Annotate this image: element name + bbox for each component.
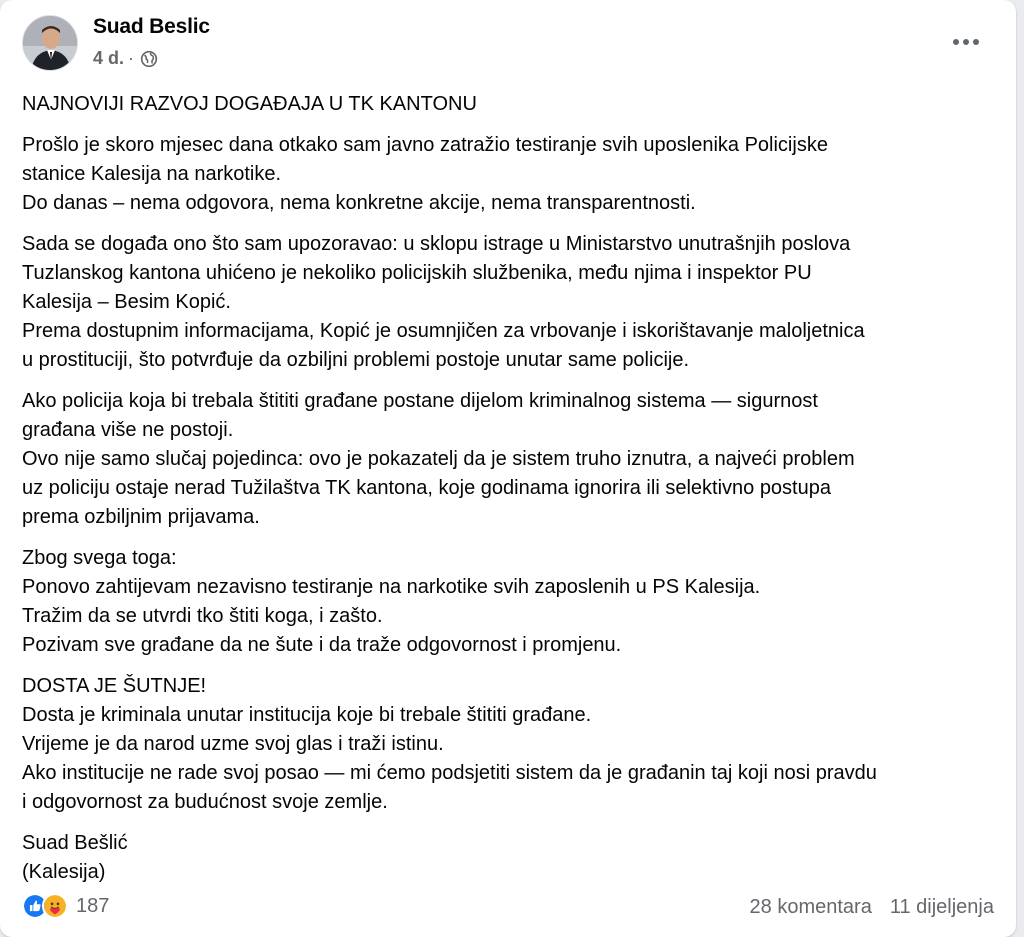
post-text-line: NAJNOVIJI RAZVOJ DOGAĐAJA U TK KANTONU (22, 93, 477, 115)
post-stats (750, 896, 994, 919)
post-text-line: (Kalesija) (22, 861, 106, 883)
post-paragraph (22, 672, 1002, 817)
avatar[interactable] (22, 15, 78, 71)
reaction-count: 187 (76, 894, 110, 917)
shares-count[interactable]: 11 dijeljenja (889, 896, 994, 918)
post-text-line: Tuzlanskog kantona uhićeno je nekoliko policijskih službenika, među njima i inspektor PU (22, 262, 812, 284)
post-text-line: uz policiju ostaje nerad Tužilaštva TK kantona, koje godinama ignorira ili selektivno postupa (22, 477, 831, 499)
post-meta (93, 48, 158, 69)
post-text-line: Ponovo zahtijevam nezavisno testiranje na narkotike svih zaposlenih u PS Kalesija. (22, 576, 761, 598)
post-text-line: Zbog svega toga: (22, 547, 177, 569)
post-text-line: prema ozbiljnim prijavama. (22, 506, 260, 528)
post-text-line: Suad Bešlić (22, 832, 128, 854)
post-text-line: stanice Kalesija na narkotike. (22, 163, 282, 185)
post-body (22, 90, 1002, 899)
reactions-summary[interactable] (22, 893, 109, 919)
post-paragraph (22, 829, 1002, 887)
post-paragraph (22, 544, 1002, 660)
author-name[interactable]: Suad Beslic (93, 15, 210, 38)
post-paragraph (22, 230, 1002, 375)
post-text-line: građana više ne postoji. (22, 419, 234, 441)
more-options-icon[interactable] (944, 22, 988, 62)
post-text-line: Prema dostupnim informacijama, Kopić je osumnjičen za vrbovanje i iskorištavanje maloljetnica (22, 320, 865, 342)
post-timestamp[interactable]: 4 d. (93, 48, 125, 68)
post-text-line: Do danas – nema odgovora, nema konkretne akcije, nema transparentnosti. (22, 192, 696, 214)
post-paragraph (22, 90, 1002, 119)
post-text-line: Dosta je kriminala unutar institucija koje bi trebale štititi građane. (22, 704, 592, 726)
globe-icon (140, 50, 158, 68)
post-text-line: Vrijeme je da narod uzme svoj glas i traži istinu. (22, 733, 444, 755)
post-text-line: DOSTA JE ŠUTNJE! (22, 675, 207, 697)
post-text-line: Prošlo je skoro mjesec dana otkako sam javno zatražio testiranje svih uposlenika Policijske (22, 134, 828, 156)
post-text-line: Ako institucije ne rade svoj posao — mi ćemo podsjetiti sistem da je građanin taj koji nosi pravdu (22, 762, 877, 784)
post-text-line: u prostituciji, što potvrđuje da ozbiljni problemi postoje unutar same policije. (22, 349, 690, 371)
post-text-line: i odgovornost za budućnost svoje zemlje. (22, 791, 388, 813)
care-icon (42, 893, 68, 919)
post-text-line: Ako policija koja bi trebala štititi građane postane dijelom kriminalnog sistema — sigurnost (22, 390, 818, 412)
comments-count[interactable]: 28 komentara (749, 896, 872, 918)
meta-separator: · (128, 48, 135, 68)
post-text-line: Tražim da se utvrdi tko štiti koga, i zašto. (22, 605, 383, 627)
avatar-image (23, 16, 78, 71)
post-text-line: Kalesija – Besim Kopić. (22, 291, 231, 313)
post-text-line: Ovo nije samo slučaj pojedinca: ovo je pokazatelj da je sistem truho iznutra, a najveći problem (22, 448, 855, 470)
post-paragraph (22, 131, 1002, 218)
post-footer (22, 890, 994, 924)
post-text-line: Sada se događa ono što sam upozoravao: u sklopu istrage u Ministarstvo unutrašnjih poslova (22, 233, 851, 255)
post-text-line: Pozivam sve građane da ne šute i da traže odgovornost i promjenu. (22, 634, 622, 656)
post-paragraph (22, 387, 1002, 532)
